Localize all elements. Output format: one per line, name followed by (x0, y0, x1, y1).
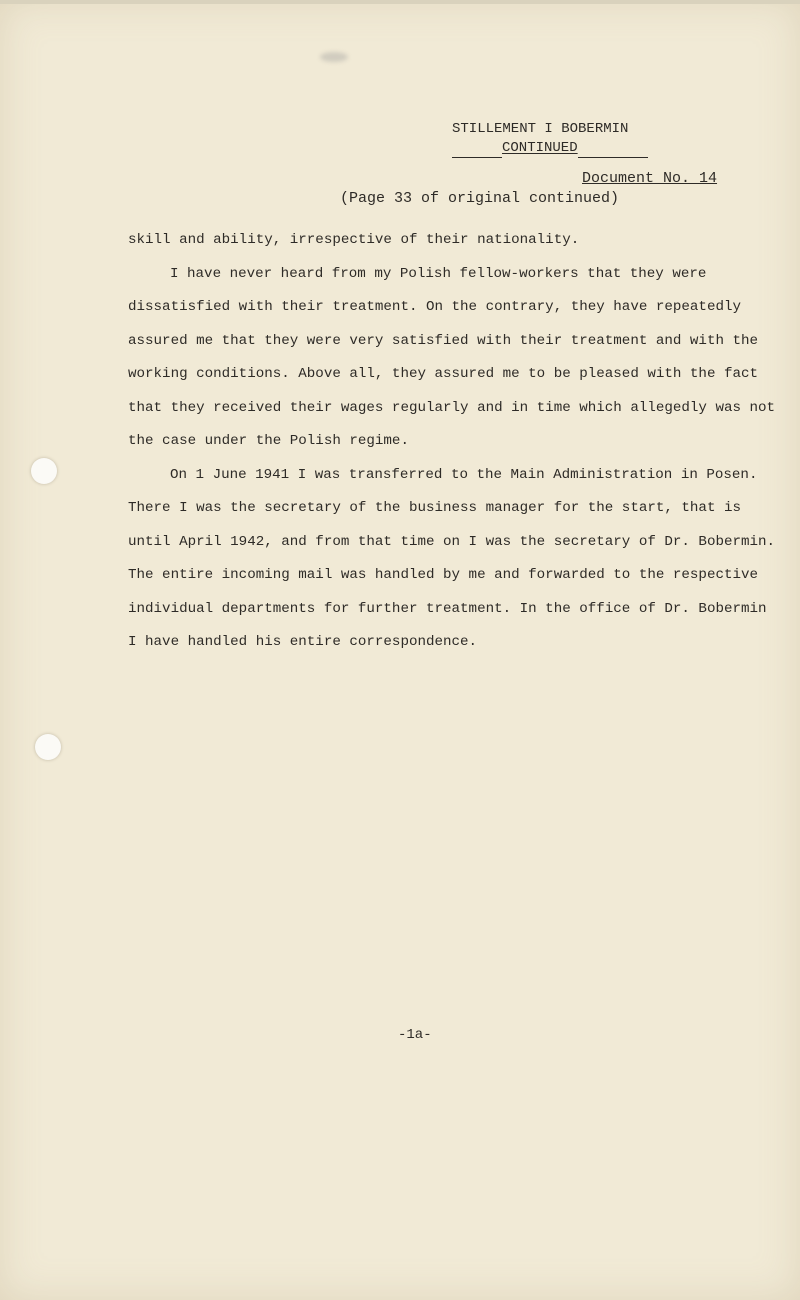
punch-hole-bottom (35, 734, 61, 760)
page-number: -1a- (398, 1027, 432, 1043)
header-title: STILLEMENT I BOBERMIN (452, 121, 629, 137)
header-rule-left (452, 157, 502, 158)
body-text (128, 224, 778, 660)
document-number: Document No. 14 (582, 170, 718, 187)
punch-hole-top (31, 458, 57, 484)
document-header (452, 120, 648, 158)
paragraph-1: skill and ability, irrespective of their nationality. (128, 232, 580, 248)
paragraph-3: On 1 June 1941 I was transferred to the Main Administration in Posen. There I was the secretary of the business manager for the start, that is until April 1942, and from that time on I was the secretary of Dr. Bobermin. The entire incoming mail was handled by me and forwarded to the respective individual departments for further treatment. In the office of Dr. Bobermin I have handled his entire correspondence. (128, 466, 776, 650)
page-top-edge (0, 0, 800, 4)
header-rule-right (578, 157, 648, 158)
paragraph-2: I have never heard from my Polish fellow-workers that they were dissatisfied with their treatment. On the contrary, they have repeatedly assured me that they were very satisfied with their treatment and with the working conditions. Above all, they assured me to be pleased with the fact that they received their wages regularly and in time which allegedly was not the case under the Polish regime. (128, 265, 776, 449)
page-continued-note: (Page 33 of original continued) (340, 190, 620, 207)
header-continued: CONTINUED (502, 140, 578, 156)
ink-smudge (320, 52, 348, 62)
